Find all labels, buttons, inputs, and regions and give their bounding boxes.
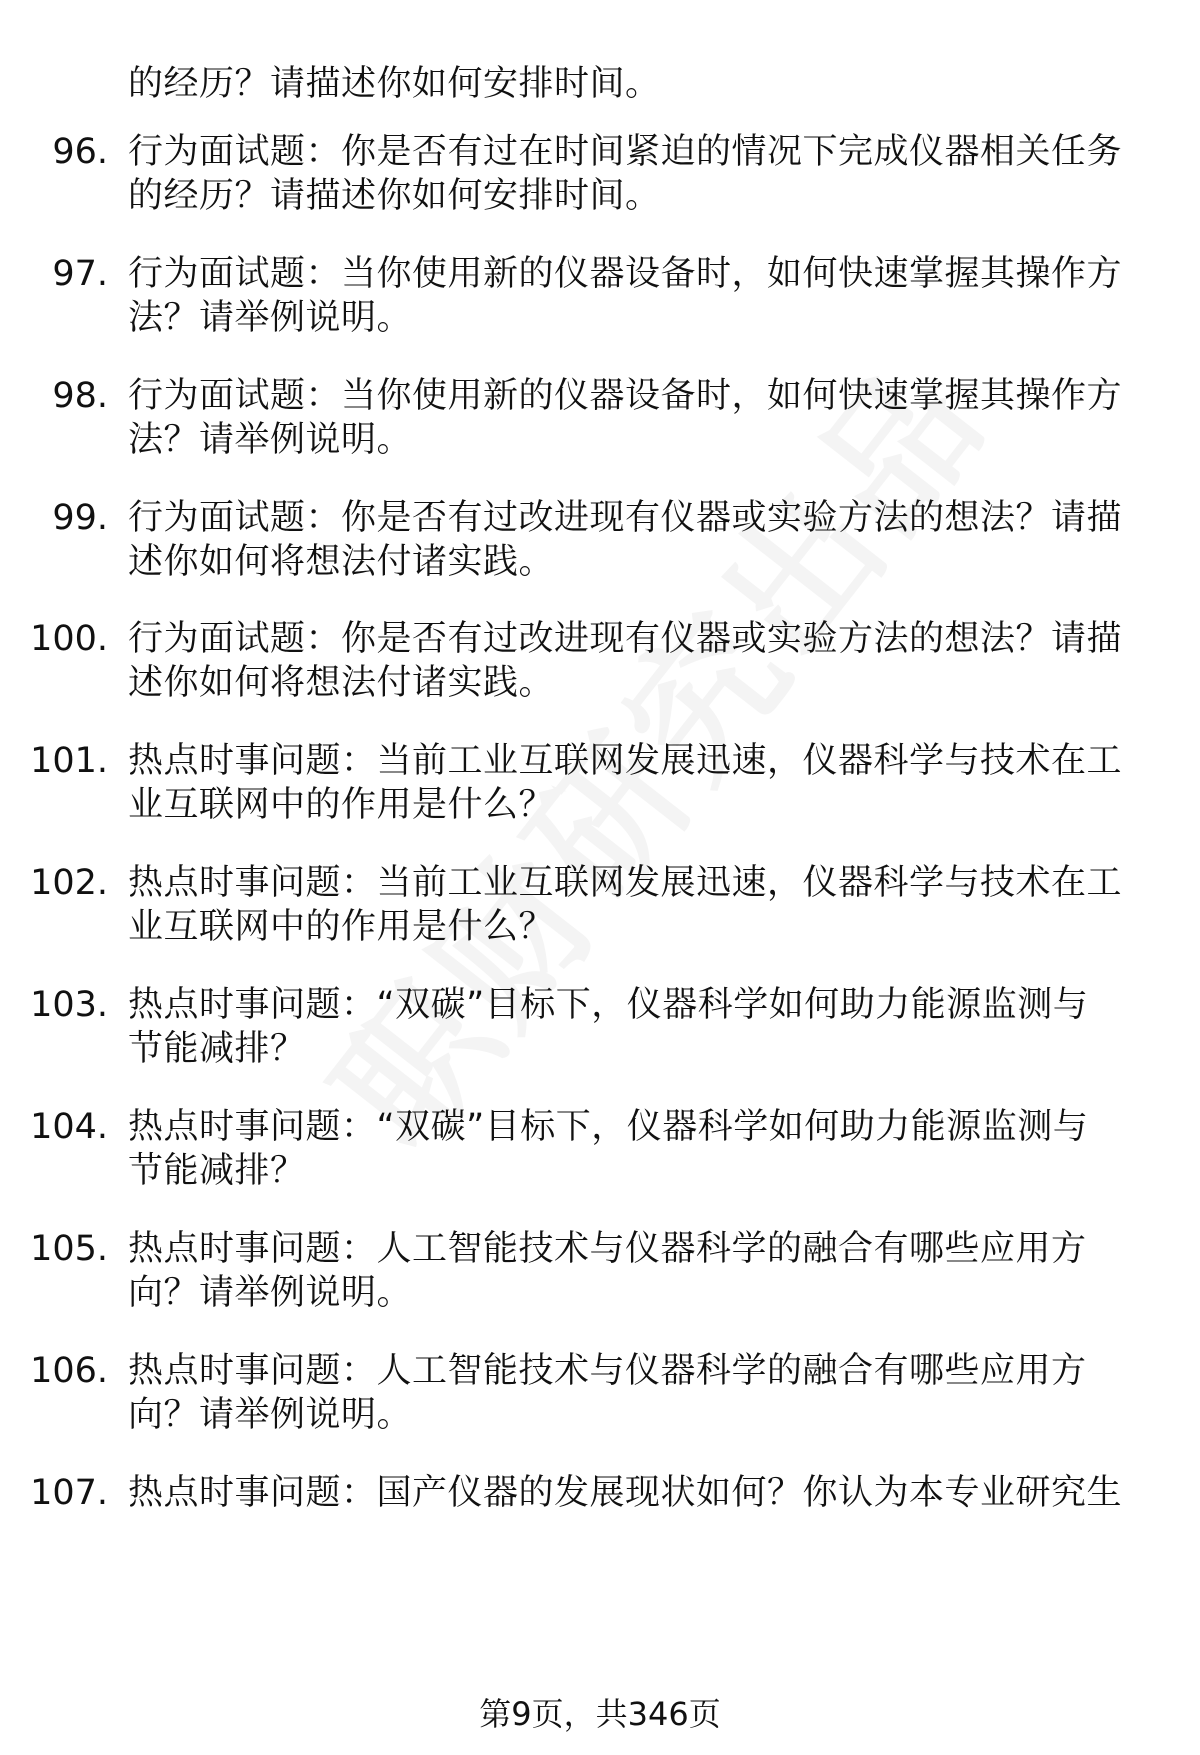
item-text — [128, 1105, 1138, 1193]
item-number: 103. — [30, 985, 108, 1025]
item-line: 的经历？请描述你如何安排时间。 — [128, 176, 661, 216]
item-number: 101. — [30, 741, 108, 781]
item-number: 100. — [30, 619, 108, 659]
item-text — [128, 983, 1138, 1071]
item-text — [128, 1349, 1138, 1437]
item-line: 行为面试题：你是否有过改进现有仪器或实验方法的想法？请描 — [128, 619, 1123, 659]
item-line: 热点时事问题：人工智能技术与仪器科学的融合有哪些应用方 — [128, 1229, 1087, 1269]
item-text — [128, 252, 1138, 340]
item-line: 述你如何将想法付诸实践。 — [128, 542, 555, 582]
item-line: 节能减排？ — [128, 1151, 306, 1191]
item-line: 向？请举例说明。 — [128, 1395, 413, 1435]
item-number: 105. — [30, 1229, 108, 1269]
item-line: 热点时事问题：当前工业互联网发展迅速，仪器科学与技术在工 — [128, 741, 1123, 781]
item-line: 行为面试题：你是否有过在时间紧迫的情况下完成仪器相关任务 — [128, 132, 1123, 172]
item-number: 96. — [52, 132, 108, 172]
item-line: 法？请举例说明。 — [128, 298, 413, 338]
page-footer: 第9页，共346页 — [479, 1695, 721, 1733]
item-number: 99. — [52, 498, 108, 538]
item-text — [128, 1227, 1138, 1315]
item-text — [128, 861, 1138, 949]
item-text — [128, 496, 1138, 584]
item-line: 向？请举例说明。 — [128, 1273, 413, 1313]
item-text — [128, 374, 1138, 462]
item-line: 行为面试题：当你使用新的仪器设备时，如何快速掌握其操作方 — [128, 376, 1123, 416]
item-line: 的经历？请描述你如何安排时间。 — [128, 64, 661, 104]
item-line: 行为面试题：当你使用新的仪器设备时，如何快速掌握其操作方 — [128, 254, 1123, 294]
item-number: 104. — [30, 1107, 108, 1147]
item-number: 98. — [52, 376, 108, 416]
item-line: 热点时事问题：“双碳”目标下，仪器科学如何助力能源监测与 — [128, 985, 1089, 1025]
item-line: 业互联网中的作用是什么？ — [128, 785, 555, 825]
item-line: 业互联网中的作用是什么？ — [128, 907, 555, 947]
item-line: 热点时事问题：人工智能技术与仪器科学的融合有哪些应用方 — [128, 1351, 1087, 1391]
item-text — [128, 130, 1138, 218]
item-line: 法？请举例说明。 — [128, 420, 413, 460]
item-number: 102. — [30, 863, 108, 903]
item-line: 节能减排？ — [128, 1029, 306, 1069]
item-line: 述你如何将想法付诸实践。 — [128, 663, 555, 703]
item-number: 107. — [30, 1473, 108, 1513]
item-text — [128, 1471, 1138, 1515]
item-line: 热点时事问题：国产仪器的发展现状如何？你认为本专业研究生 — [128, 1473, 1123, 1513]
item-text — [128, 62, 1138, 106]
item-text — [128, 617, 1138, 705]
item-line: 热点时事问题：当前工业互联网发展迅速，仪器科学与技术在工 — [128, 863, 1123, 903]
item-text — [128, 739, 1138, 827]
item-number: 97. — [52, 254, 108, 294]
item-number: 106. — [30, 1351, 108, 1391]
item-line: 行为面试题：你是否有过改进现有仪器或实验方法的想法？请描 — [128, 498, 1123, 538]
item-line: 热点时事问题：“双碳”目标下，仪器科学如何助力能源监测与 — [128, 1107, 1089, 1147]
